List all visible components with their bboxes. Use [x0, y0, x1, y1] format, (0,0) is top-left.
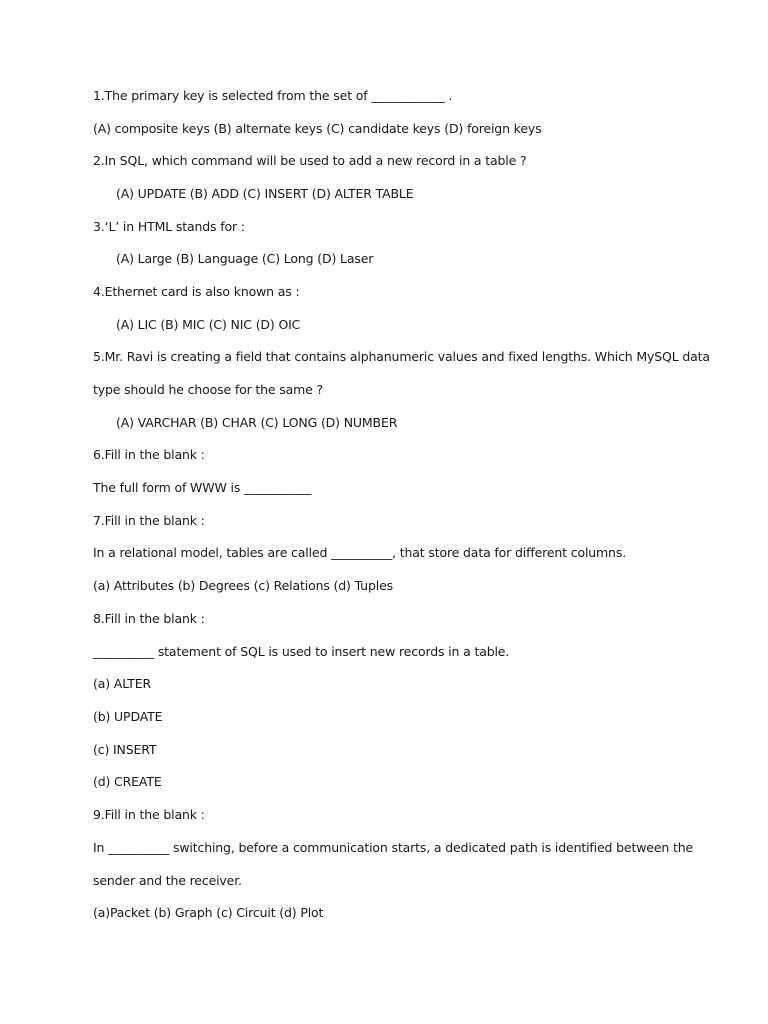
question-7-heading: 7.Fill in the blank :: [93, 513, 205, 528]
question-7-options: (a) Attributes (b) Degrees (c) Relations (d) Tuples: [93, 578, 393, 593]
question-4-prompt: 4.Ethernet card is also known as :: [93, 284, 300, 299]
question-1-options: (A) composite keys (B) alternate keys (C) candidate keys (D) foreign keys: [93, 121, 542, 136]
question-9-heading: 9.Fill in the blank :: [93, 807, 205, 822]
question-8-option-b: (b) UPDATE: [93, 709, 163, 724]
question-8-option-c: (c) INSERT: [93, 742, 157, 757]
question-7-prompt: In a relational model, tables are called __________, that store data for different columns.: [93, 545, 627, 560]
question-9-prompt-line-1: In __________ switching, before a communication starts, a dedicated path is identified between the: [93, 840, 694, 855]
question-6-prompt: The full form of WWW is ___________: [93, 480, 312, 495]
question-8-prompt: __________ statement of SQL is used to insert new records in a table.: [93, 644, 510, 659]
question-9-prompt-line-2: sender and the receiver.: [93, 873, 242, 888]
question-5-prompt-line-1: 5.Mr. Ravi is creating a field that contains alphanumeric values and fixed lengths. Which MySQL data: [93, 349, 710, 364]
question-1-prompt: 1.The primary key is selected from the set of ____________ .: [93, 88, 453, 103]
question-3-prompt: 3.‘L’ in HTML stands for :: [93, 219, 245, 234]
question-9-options: (a)Packet (b) Graph (c) Circuit (d) Plot: [93, 905, 324, 920]
question-8-option-d: (d) CREATE: [93, 774, 162, 789]
question-3-options: (A) Large (B) Language (C) Long (D) Laser: [116, 251, 374, 266]
question-5-options: (A) VARCHAR (B) CHAR (C) LONG (D) NUMBER: [116, 415, 398, 430]
question-2-options: (A) UPDATE (B) ADD (C) INSERT (D) ALTER TABLE: [116, 186, 414, 201]
question-5-prompt-line-2: type should he choose for the same ?: [93, 382, 324, 397]
question-8-heading: 8.Fill in the blank :: [93, 611, 205, 626]
question-8-option-a: (a) ALTER: [93, 676, 152, 691]
question-6-heading: 6.Fill in the blank :: [93, 447, 205, 462]
question-2-prompt: 2.In SQL, which command will be used to add a new record in a table ?: [93, 153, 527, 168]
question-4-options: (A) LIC (B) MIC (C) NIC (D) OIC: [116, 317, 301, 332]
